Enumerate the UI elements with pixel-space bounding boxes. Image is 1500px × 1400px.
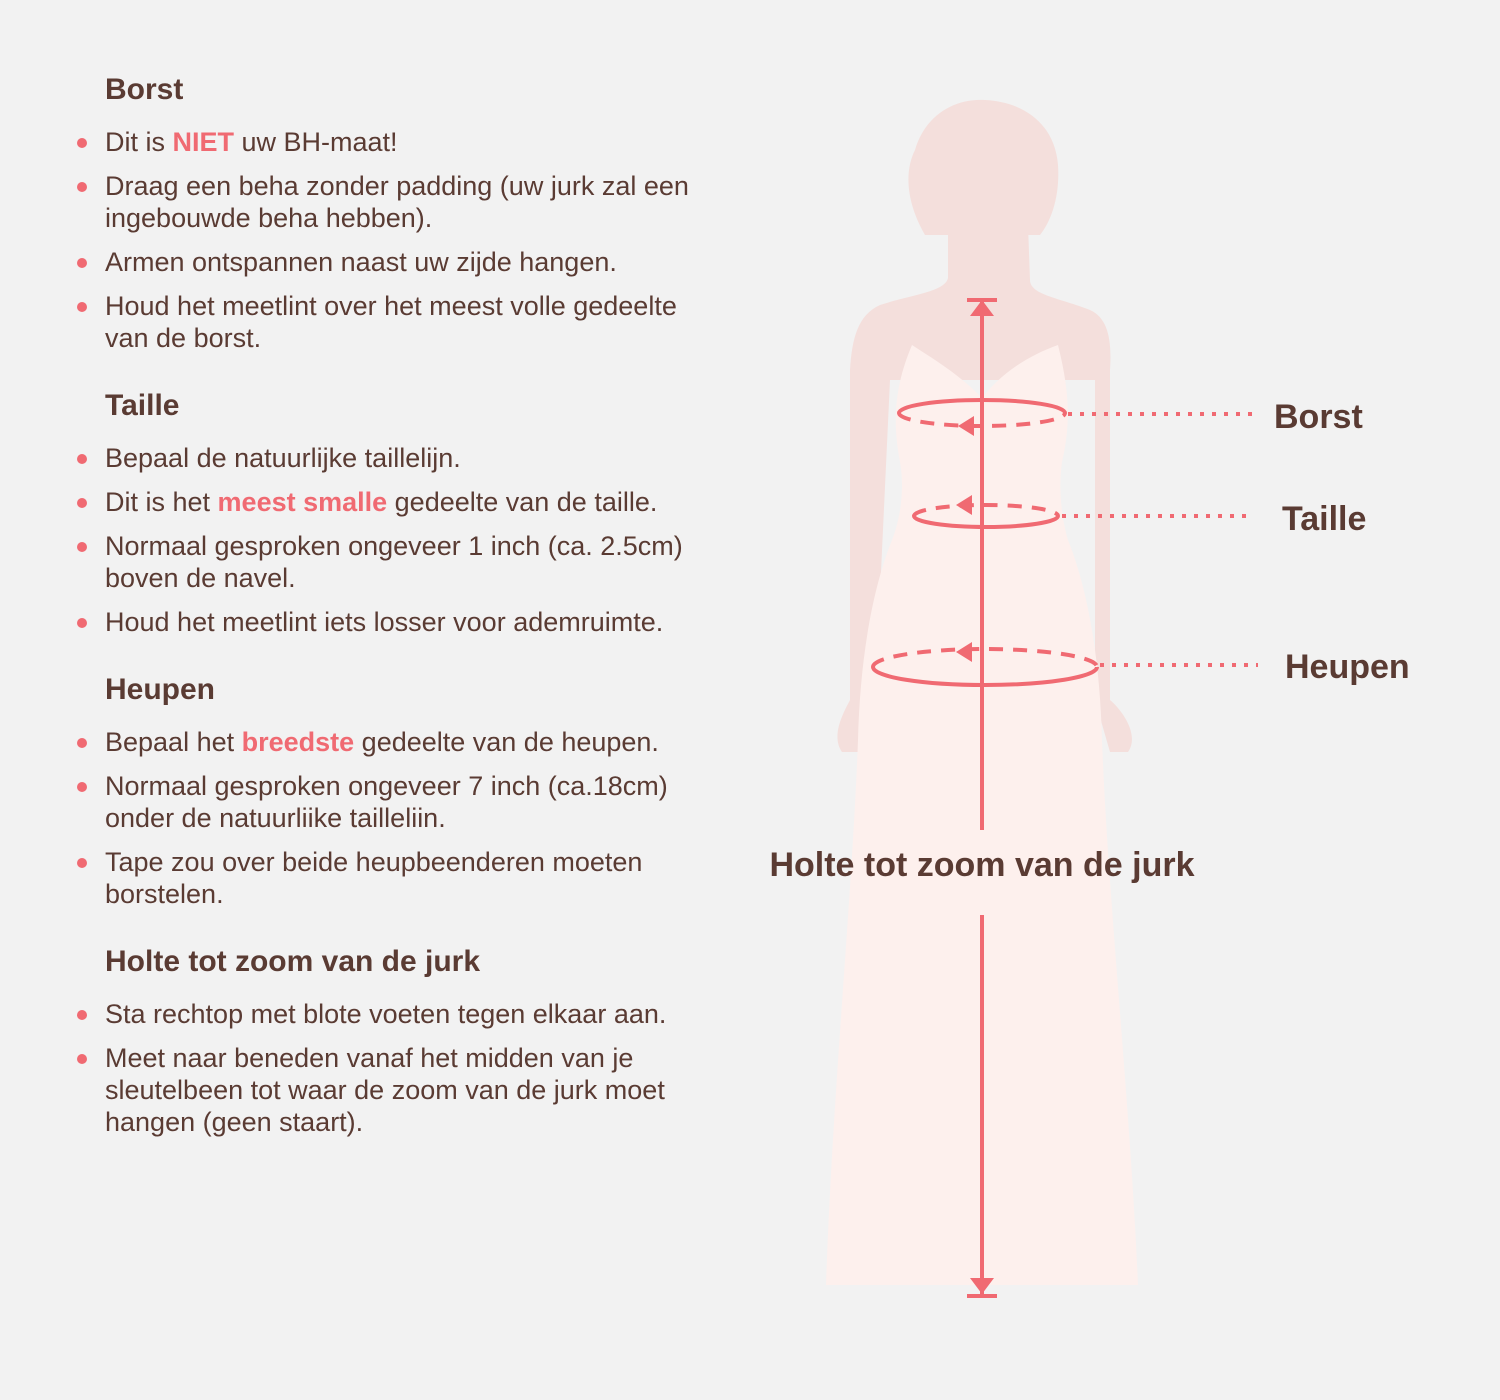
arrow-down-icon [970, 1278, 994, 1294]
bullet-text: gedeelte van de heupen. [354, 727, 659, 757]
hips-label: Heupen [1285, 648, 1410, 686]
section-title: Borst [105, 73, 184, 106]
bullet-text: Bepaal het [105, 727, 242, 757]
bullet-text: Meet naar beneden vanaf het midden van je sleutelbeen tot waar de zoom van de jurk moet hangen (geen staart). [105, 1043, 665, 1137]
bullet-text: Draag een beha zonder padding (uw jurk zal een ingebouwde beha hebben). [105, 171, 689, 233]
bullet-text: Armen ontspannen naast uw zijde hangen. [105, 247, 617, 277]
bullet-text: Normaal gesproken ongeveer 1 inch (ca. 2.5cm) boven de navel. [105, 531, 683, 593]
bullet-text: Houd het meetlint iets losser voor ademruimte. [105, 607, 664, 637]
bullet-text: Bepaal de natuurlijke taillelijn. [105, 443, 461, 473]
section-title: Heupen [105, 673, 216, 706]
bullet-text: Dit is [105, 127, 173, 157]
bullet-text: Normaal gesproken ongeveer 7 inch (ca.18cm) onder de natuurliike tailleliin. [105, 771, 668, 833]
bullet-text: Houd het meetlint over het meest volle gedeelte van de borst. [105, 291, 677, 353]
bullet-text: Sta rechtop met blote voeten tegen elkaar aan. [105, 999, 667, 1029]
bullet-text: gedeelte van de taille. [387, 487, 658, 517]
hollow-to-hem-label: Holte tot zoom van de jurk [769, 846, 1195, 884]
section-title: Taille [105, 389, 180, 422]
highlighted-text: NIET [172, 127, 235, 157]
bullet-text: uw BH-maat! [234, 127, 398, 157]
bullet-text: Tape zou over beide heupbeenderen moeten borstelen. [105, 847, 643, 909]
waist-label: Taille [1282, 500, 1367, 538]
bullet-text: Dit is het [105, 487, 218, 517]
highlighted-text: meest smalle [217, 487, 388, 517]
bust-label: Borst [1274, 398, 1363, 436]
highlighted-text: breedste [241, 727, 355, 757]
section-title: Holte tot zoom van de jurk [105, 945, 481, 978]
